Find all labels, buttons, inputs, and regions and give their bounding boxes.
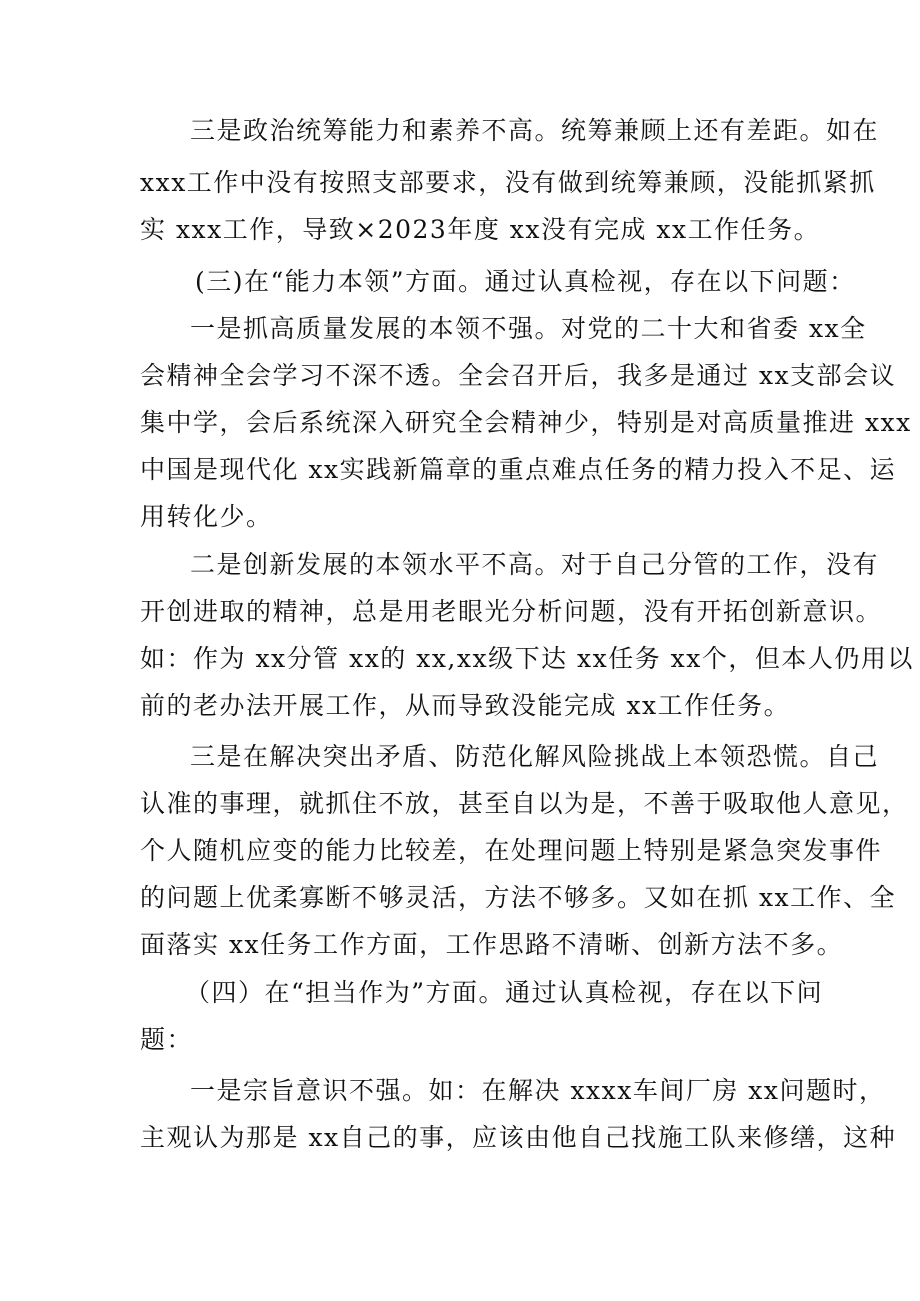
paragraph-4-line-3: 个人随机应变的能力比较差，在处理问题上特别是紧急突发事件 <box>140 836 883 865</box>
paragraph-4-line-2: 认准的事理，就抓住不放，甚至自以为是，不善于吸取他人意见， <box>140 789 909 818</box>
section-heading-3: (三)在“能力本领”方面。通过认真检视，存在以下问题： <box>195 267 856 296</box>
paragraph-4-line-4: 的问题上优柔寡断不够灵活，方法不够多。又如在抓 xx工作、全 <box>140 883 897 912</box>
paragraph-4-line-1: 三是在解决突出矛盾、防范化解风险挑战上本领恐慌。自己 <box>190 742 880 771</box>
paragraph-2-line-1: 一是抓高质量发展的本领不强。对党的二十大和省委 xx全 <box>190 314 867 343</box>
paragraph-3-line-1: 二是创新发展的本领水平不高。对于自己分管的工作，没有 <box>190 550 880 579</box>
paragraph-1-line-1: 三是政治统筹能力和素养不高。统筹兼顾上还有差距。如在 <box>190 116 880 145</box>
paragraph-1-line-2: xxx工作中没有按照支部要求，没有做到统筹兼顾，没能抓紧抓 <box>140 168 876 197</box>
paragraph-2-line-4: 中国是现代化 xx实践新篇章的重点难点任务的精力投入不足、运 <box>140 455 897 484</box>
paragraph-2-line-5: 用转化少。 <box>140 502 273 531</box>
paragraph-3-line-4: 前的老办法开展工作，从而导致没能完成 xx工作任务。 <box>140 691 791 720</box>
section-heading-4-line-1: （四）在“担当作为”方面。通过认真检视，存在以下问 <box>185 978 824 1007</box>
paragraph-3-line-3: 如：作为 xx分管 xx的 xx,xx级下达 xx任务 xx个，但本人仍用以 <box>140 644 914 673</box>
paragraph-2-line-2: 会精神全会学习不深不透。全会召开后，我多是通过 xx支部会议 <box>140 361 897 390</box>
paragraph-5-line-2: 主观认为那是 xx自己的事，应该由他自己找施工队来修缮，这种 <box>140 1123 897 1152</box>
paragraph-1-line-3: 实 xxx工作，导致×2023年度 xx没有完成 xx工作任务。 <box>140 215 821 244</box>
paragraph-5-line-1: 一是宗旨意识不强。如：在解决 xxxx车间厂房 xx问题时， <box>190 1076 886 1105</box>
paragraph-3-line-2: 开创进取的精神，总是用老眼光分析问题，没有开拓创新意识。 <box>140 597 883 626</box>
paragraph-4-line-5: 面落实 xx任务工作方面，工作思路不清晰、创新方法不多。 <box>140 930 844 959</box>
paragraph-2-line-3: 集中学，会后系统深入研究全会精神少，特别是对高质量推进 xxx <box>140 408 912 437</box>
section-heading-4-line-2: 题： <box>140 1025 194 1054</box>
